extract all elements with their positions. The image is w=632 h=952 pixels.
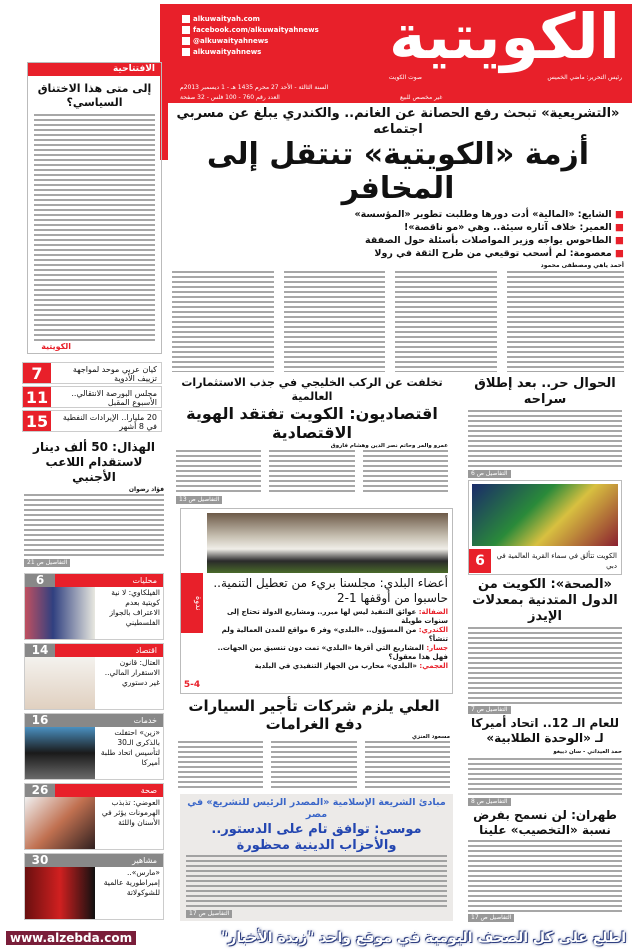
more-link[interactable]: التفاصيل ص 13 bbox=[176, 496, 222, 504]
section-teaser[interactable] bbox=[24, 783, 164, 850]
more-link[interactable]: التفاصيل ص 21 bbox=[24, 559, 70, 567]
more-link[interactable]: التفاصيل ص 17 bbox=[468, 914, 514, 922]
facebook-icon bbox=[182, 26, 190, 34]
section-photo bbox=[25, 797, 95, 849]
sports-story bbox=[24, 440, 164, 567]
seminar-page: 5-4 bbox=[183, 680, 201, 690]
section-photo bbox=[25, 867, 95, 919]
globe-icon bbox=[182, 15, 190, 23]
seminar-photo bbox=[207, 513, 448, 573]
seminar-quotes: الضفالة: عوائق التنفيذ ليس لها مبرر.. ومشاريع الدولة تحتاج إلى سنوات طويلة الكندري: من المسؤول.. «البلدي» وفر 6 مواقع للمدن العمالية ولم تنشأ؟ جسار: المشاريع التي أقرها «البلدي» تمت دون تنسيق بين الجهات.. فهل هذا معقول؟ العجمي: «البلدي» محارب من الجهاز التنفيذي في البلدية bbox=[217, 608, 448, 670]
section-teaser[interactable] bbox=[24, 713, 164, 780]
page-number: 6 bbox=[469, 549, 491, 573]
sports-byline: فؤاد رضوان bbox=[128, 486, 164, 493]
seminar-tag: ندوة bbox=[181, 573, 203, 633]
twitter-link[interactable]: @alkuwaityahnews bbox=[182, 36, 319, 47]
section-photo bbox=[25, 657, 95, 709]
masthead bbox=[160, 0, 632, 103]
index-item[interactable]: 20 مليارا.. الإيرادات النفطية في 8 أشهر 15 bbox=[22, 410, 162, 432]
article-body-text bbox=[34, 114, 155, 341]
economy-headline: اقتصاديون: الكويت تفتقد الهوية الاقتصادية bbox=[186, 404, 438, 442]
not-for-sale: غير مخصص للبيع bbox=[400, 94, 443, 101]
egypt-kicker: مبادئ الشريعة الإسلامية «المصدر الرئيس للتشريع» في مصر bbox=[187, 797, 446, 820]
editorial-box bbox=[27, 62, 162, 354]
newspaper-logo: الكويتية bbox=[389, 0, 620, 73]
editorial-headline: إلى متى هذا الاختناق السياسي؟ bbox=[37, 82, 152, 109]
article-body-text bbox=[363, 450, 448, 495]
website-link[interactable]: alkuwaityah.com bbox=[182, 14, 319, 25]
banner-text: اطلع على كل الصحف اليومية في موقع واحد "زبدة الأخبار" bbox=[220, 930, 626, 946]
more-link[interactable]: التفاصيل ص 17 bbox=[186, 910, 232, 918]
story-byline: حمد العيداني - سان دييغو bbox=[553, 748, 622, 755]
instagram-icon bbox=[182, 48, 190, 56]
more-link[interactable]: التفاصيل ص 8 bbox=[468, 798, 511, 806]
article-body-text bbox=[365, 741, 450, 791]
banner-url[interactable]: www.alzebda.com bbox=[6, 931, 136, 945]
section-photo bbox=[25, 587, 95, 639]
article-body-text bbox=[395, 271, 497, 372]
editor-in-chief: رئيس التحرير: ماضي الخميس bbox=[547, 74, 622, 81]
right-column bbox=[468, 376, 622, 922]
main-byline: أحمد ياهي ومصطفى محمود bbox=[540, 262, 624, 269]
economy-story bbox=[176, 376, 448, 504]
issue-line: العدد رقم 760 - 100 فلس - 32 صفحة bbox=[180, 94, 280, 101]
twitter-icon bbox=[182, 37, 190, 45]
main-story bbox=[172, 106, 624, 372]
article-body-text bbox=[468, 840, 622, 912]
section-label: اقتصاد bbox=[55, 644, 163, 657]
instagram-link[interactable]: alkuwaityahnews bbox=[182, 47, 319, 58]
main-kicker: «التشريعية» تبحث رفع الحصانة عن الغانم.. والكندري يبلغ عن مسربي اجتماعه bbox=[176, 106, 620, 137]
section-caption: العوضي: تذبذب الهرمونات يؤثر في الأسنان واللثة bbox=[101, 798, 160, 827]
page-number: 6 bbox=[25, 574, 55, 587]
section-teaser[interactable] bbox=[24, 643, 164, 710]
section-label: خدمات bbox=[55, 714, 163, 727]
social-links bbox=[182, 14, 319, 58]
egypt-headline: موسى: توافق تام على الدستور.. والأحزاب الدينية محظورة bbox=[211, 822, 422, 853]
story-headline: الحوال حر.. بعد إطلاق سراحه bbox=[474, 376, 616, 407]
page-number: 30 bbox=[25, 854, 55, 867]
photo-caption: الكويت تتألق في سماء القرية العالمية في دبي bbox=[496, 551, 617, 570]
main-body bbox=[172, 271, 624, 372]
page-number: 26 bbox=[25, 784, 55, 797]
main-headline: أزمة «الكويتية» تنتقل إلى المخافر bbox=[206, 137, 590, 206]
slogan: صوت الكويت bbox=[388, 74, 422, 81]
date-line: السنة الثالثة - الأحد 27 محرم 1435 هـ - 1 ديسمبر 2013م bbox=[180, 84, 329, 91]
seminar-headline: أعضاء البلدي: مجلسنا بريء من تعطيل التنمية.. حاسبوا من أوقفها 1-2 bbox=[213, 576, 448, 605]
sports-headline: الهذال: 50 ألف دينار لاستقدام اللاعب الأجنبي bbox=[33, 440, 155, 484]
article-body-text bbox=[172, 271, 274, 372]
page-number: 16 bbox=[25, 714, 55, 727]
cars-headline: العلي يلزم شركات تأجير السيارات دفع الغرامات bbox=[188, 697, 440, 733]
article-body-text bbox=[271, 741, 356, 791]
economy-kicker: تخلفت عن الركب الخليجي في جذب الاستثمارات العالمية bbox=[181, 376, 443, 403]
story-headline: طهران: لن نسمح بفرض نسبة «التخصيب» علينا bbox=[473, 807, 617, 837]
article-body-text bbox=[507, 271, 624, 372]
article-body-text bbox=[269, 450, 354, 495]
index-item[interactable]: مجلس البورصة الانتقالي.. الأسبوع المقبل 11 bbox=[22, 386, 162, 408]
section-caption: العتال: قانون الاستقرار المالي.. غير دستوري bbox=[104, 658, 160, 687]
article-body-text bbox=[284, 271, 386, 372]
section-teaser[interactable] bbox=[24, 853, 164, 920]
section-caption: «مارس».. إمبراطورية عالمية للشوكولاتة bbox=[103, 868, 160, 897]
seminar-box bbox=[180, 508, 453, 694]
village-photo bbox=[472, 484, 618, 546]
economy-byline: عمرو والمر وحاتم نصر الدين وهشام فاروق bbox=[330, 443, 448, 449]
section-photo bbox=[25, 727, 95, 779]
section-label: محليات bbox=[55, 574, 163, 587]
section-teaser[interactable] bbox=[24, 573, 164, 640]
more-link[interactable]: التفاصيل ص 7 bbox=[468, 706, 511, 714]
section-label: صحة bbox=[55, 784, 163, 797]
article-body-text bbox=[468, 758, 622, 796]
article-body-text bbox=[186, 855, 447, 908]
story-headline: «الصحة»: الكويت من الدول المتدنية بمعدلات الإيدز bbox=[472, 576, 618, 624]
more-link[interactable]: التفاصيل ص 6 bbox=[468, 470, 511, 478]
cars-story bbox=[178, 697, 450, 791]
cars-byline: مسعود العنزي bbox=[411, 734, 450, 740]
egypt-box bbox=[180, 794, 453, 921]
article-body-text bbox=[178, 741, 263, 791]
facebook-link[interactable]: facebook.com/alkuwaityahnews bbox=[182, 25, 319, 36]
promo-banner[interactable] bbox=[0, 924, 632, 952]
main-subheads: ■ الشايع: «المالية» أدت دورها وطلبت تطوير «المؤسسة» ■ العمير: خلاف آثاره سيئة.. وهي «مو ناقصة»! ■ الطاحوس يواجه وزير المواصلات بأسئلة حول الصفقة ■ معصومة: لم أسحب توقيعي من طرح الثقة في رولا bbox=[354, 209, 624, 259]
photo-box bbox=[468, 480, 622, 575]
section-caption: الفيلكاوي: لا نية كويتية بعدم الاعتراف بالجواز الفلسطيني bbox=[109, 588, 160, 627]
index-item[interactable]: كيان عربي موحد لمواجهة تزييف الأدوية 7 bbox=[22, 362, 162, 384]
article-body-text bbox=[24, 494, 164, 557]
page-number: 14 bbox=[25, 644, 55, 657]
article-body-text bbox=[468, 410, 622, 468]
article-body-text bbox=[176, 450, 261, 495]
story-headline: للعام الـ 12.. اتحاد أميركا لـ «الوحدة الطلابية» bbox=[470, 715, 620, 745]
editorial-label: الافتتاحية bbox=[28, 63, 161, 76]
section-label: مشاهير bbox=[55, 854, 163, 867]
article-body-text bbox=[468, 627, 622, 704]
editorial-signature: الكويتية bbox=[41, 342, 71, 351]
section-caption: «زين» احتفلت بالذكرى الـ30 لتأسيس اتحاد طلبة أميركا bbox=[100, 728, 160, 767]
